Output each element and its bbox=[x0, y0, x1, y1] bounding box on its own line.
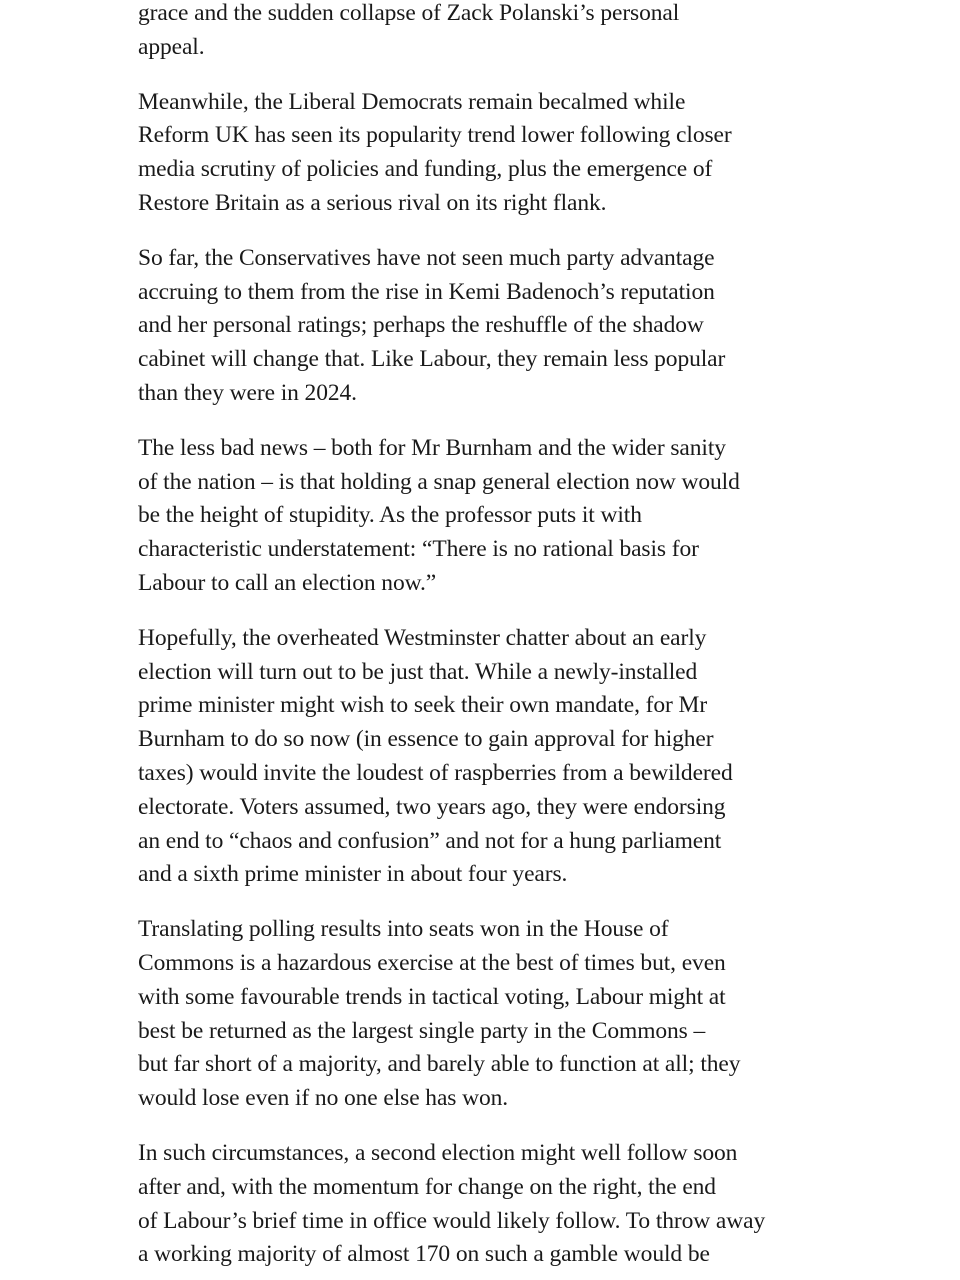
text-line: of Labour’s brief time in office would likely follow. To throw away bbox=[138, 1207, 766, 1234]
paragraph-7 bbox=[138, 1137, 838, 1272]
text-line: appeal. bbox=[138, 33, 205, 60]
paragraph-2 bbox=[138, 86, 838, 221]
text-line: Translating polling results into seats won in the House of bbox=[138, 916, 669, 943]
paragraph-4 bbox=[138, 432, 838, 601]
text-line: best be returned as the largest single party in the Commons – bbox=[138, 1017, 706, 1044]
text-line: Restore Britain as a serious rival on its right flank. bbox=[138, 189, 607, 216]
text-line: Hopefully, the overheated Westminster chatter about an early bbox=[138, 624, 707, 651]
text-line: In such circumstances, a second election might well follow soon bbox=[138, 1139, 738, 1166]
text-line: and a sixth prime minister in about four years. bbox=[138, 861, 568, 888]
text-line: be the height of stupidity. As the professor puts it with bbox=[138, 502, 642, 529]
text-line: Burnham to do so now (in essence to gain approval for higher bbox=[138, 726, 714, 753]
text-line: and her personal ratings; perhaps the reshuffle of the shadow bbox=[138, 312, 704, 339]
text-line: electorate. Voters assumed, two years ago, they were endorsing bbox=[138, 793, 726, 820]
text-line: taxes) would invite the loudest of raspberries from a bewildered bbox=[138, 759, 733, 786]
text-line: So far, the Conservatives have not seen much party advantage bbox=[138, 244, 715, 271]
text-line: The less bad news – both for Mr Burnham and the wider sanity bbox=[138, 434, 726, 461]
text-line: Reform UK has seen its popularity trend lower following closer bbox=[138, 122, 732, 149]
paragraph-5 bbox=[138, 622, 838, 892]
paragraph-3 bbox=[138, 242, 838, 411]
text-line: grace and the sudden collapse of Zack Polanski’s personal bbox=[138, 0, 680, 26]
text-line: of the nation – is that holding a snap general election now would bbox=[138, 468, 740, 495]
text-line: an end to “chaos and confusion” and not for a hung parliament bbox=[138, 827, 722, 854]
text-line: cabinet will change that. Like Labour, they remain less popular bbox=[138, 346, 726, 373]
paragraph-1 bbox=[138, 0, 838, 65]
text-line: a working majority of almost 170 on such a gamble would be bbox=[138, 1241, 710, 1268]
text-line: Commons is a hazardous exercise at the best of times but, even bbox=[138, 949, 726, 976]
text-line: media scrutiny of policies and funding, plus the emergence of bbox=[138, 156, 713, 183]
text-line: would lose even if no one else has won. bbox=[138, 1085, 509, 1112]
text-line: election will turn out to be just that. While a newly-installed bbox=[138, 658, 698, 685]
paragraph-6 bbox=[138, 913, 838, 1116]
text-line: prime minister might wish to seek their own mandate, for Mr bbox=[138, 692, 708, 719]
text-line: with some favourable trends in tactical voting, Labour might at bbox=[138, 983, 726, 1010]
text-line: after and, with the momentum for change on the right, the end bbox=[138, 1173, 716, 1200]
text-line: Labour to call an election now.” bbox=[138, 569, 437, 596]
article-body bbox=[138, 0, 838, 1280]
text-line: but far short of a majority, and barely able to function at all; they bbox=[138, 1051, 741, 1078]
text-line: accruing to them from the rise in Kemi Badenoch’s reputation bbox=[138, 278, 715, 305]
text-line: Meanwhile, the Liberal Democrats remain becalmed while bbox=[138, 88, 686, 115]
text-line: characteristic understatement: “There is no rational basis for bbox=[138, 536, 699, 563]
text-line: than they were in 2024. bbox=[138, 379, 357, 406]
